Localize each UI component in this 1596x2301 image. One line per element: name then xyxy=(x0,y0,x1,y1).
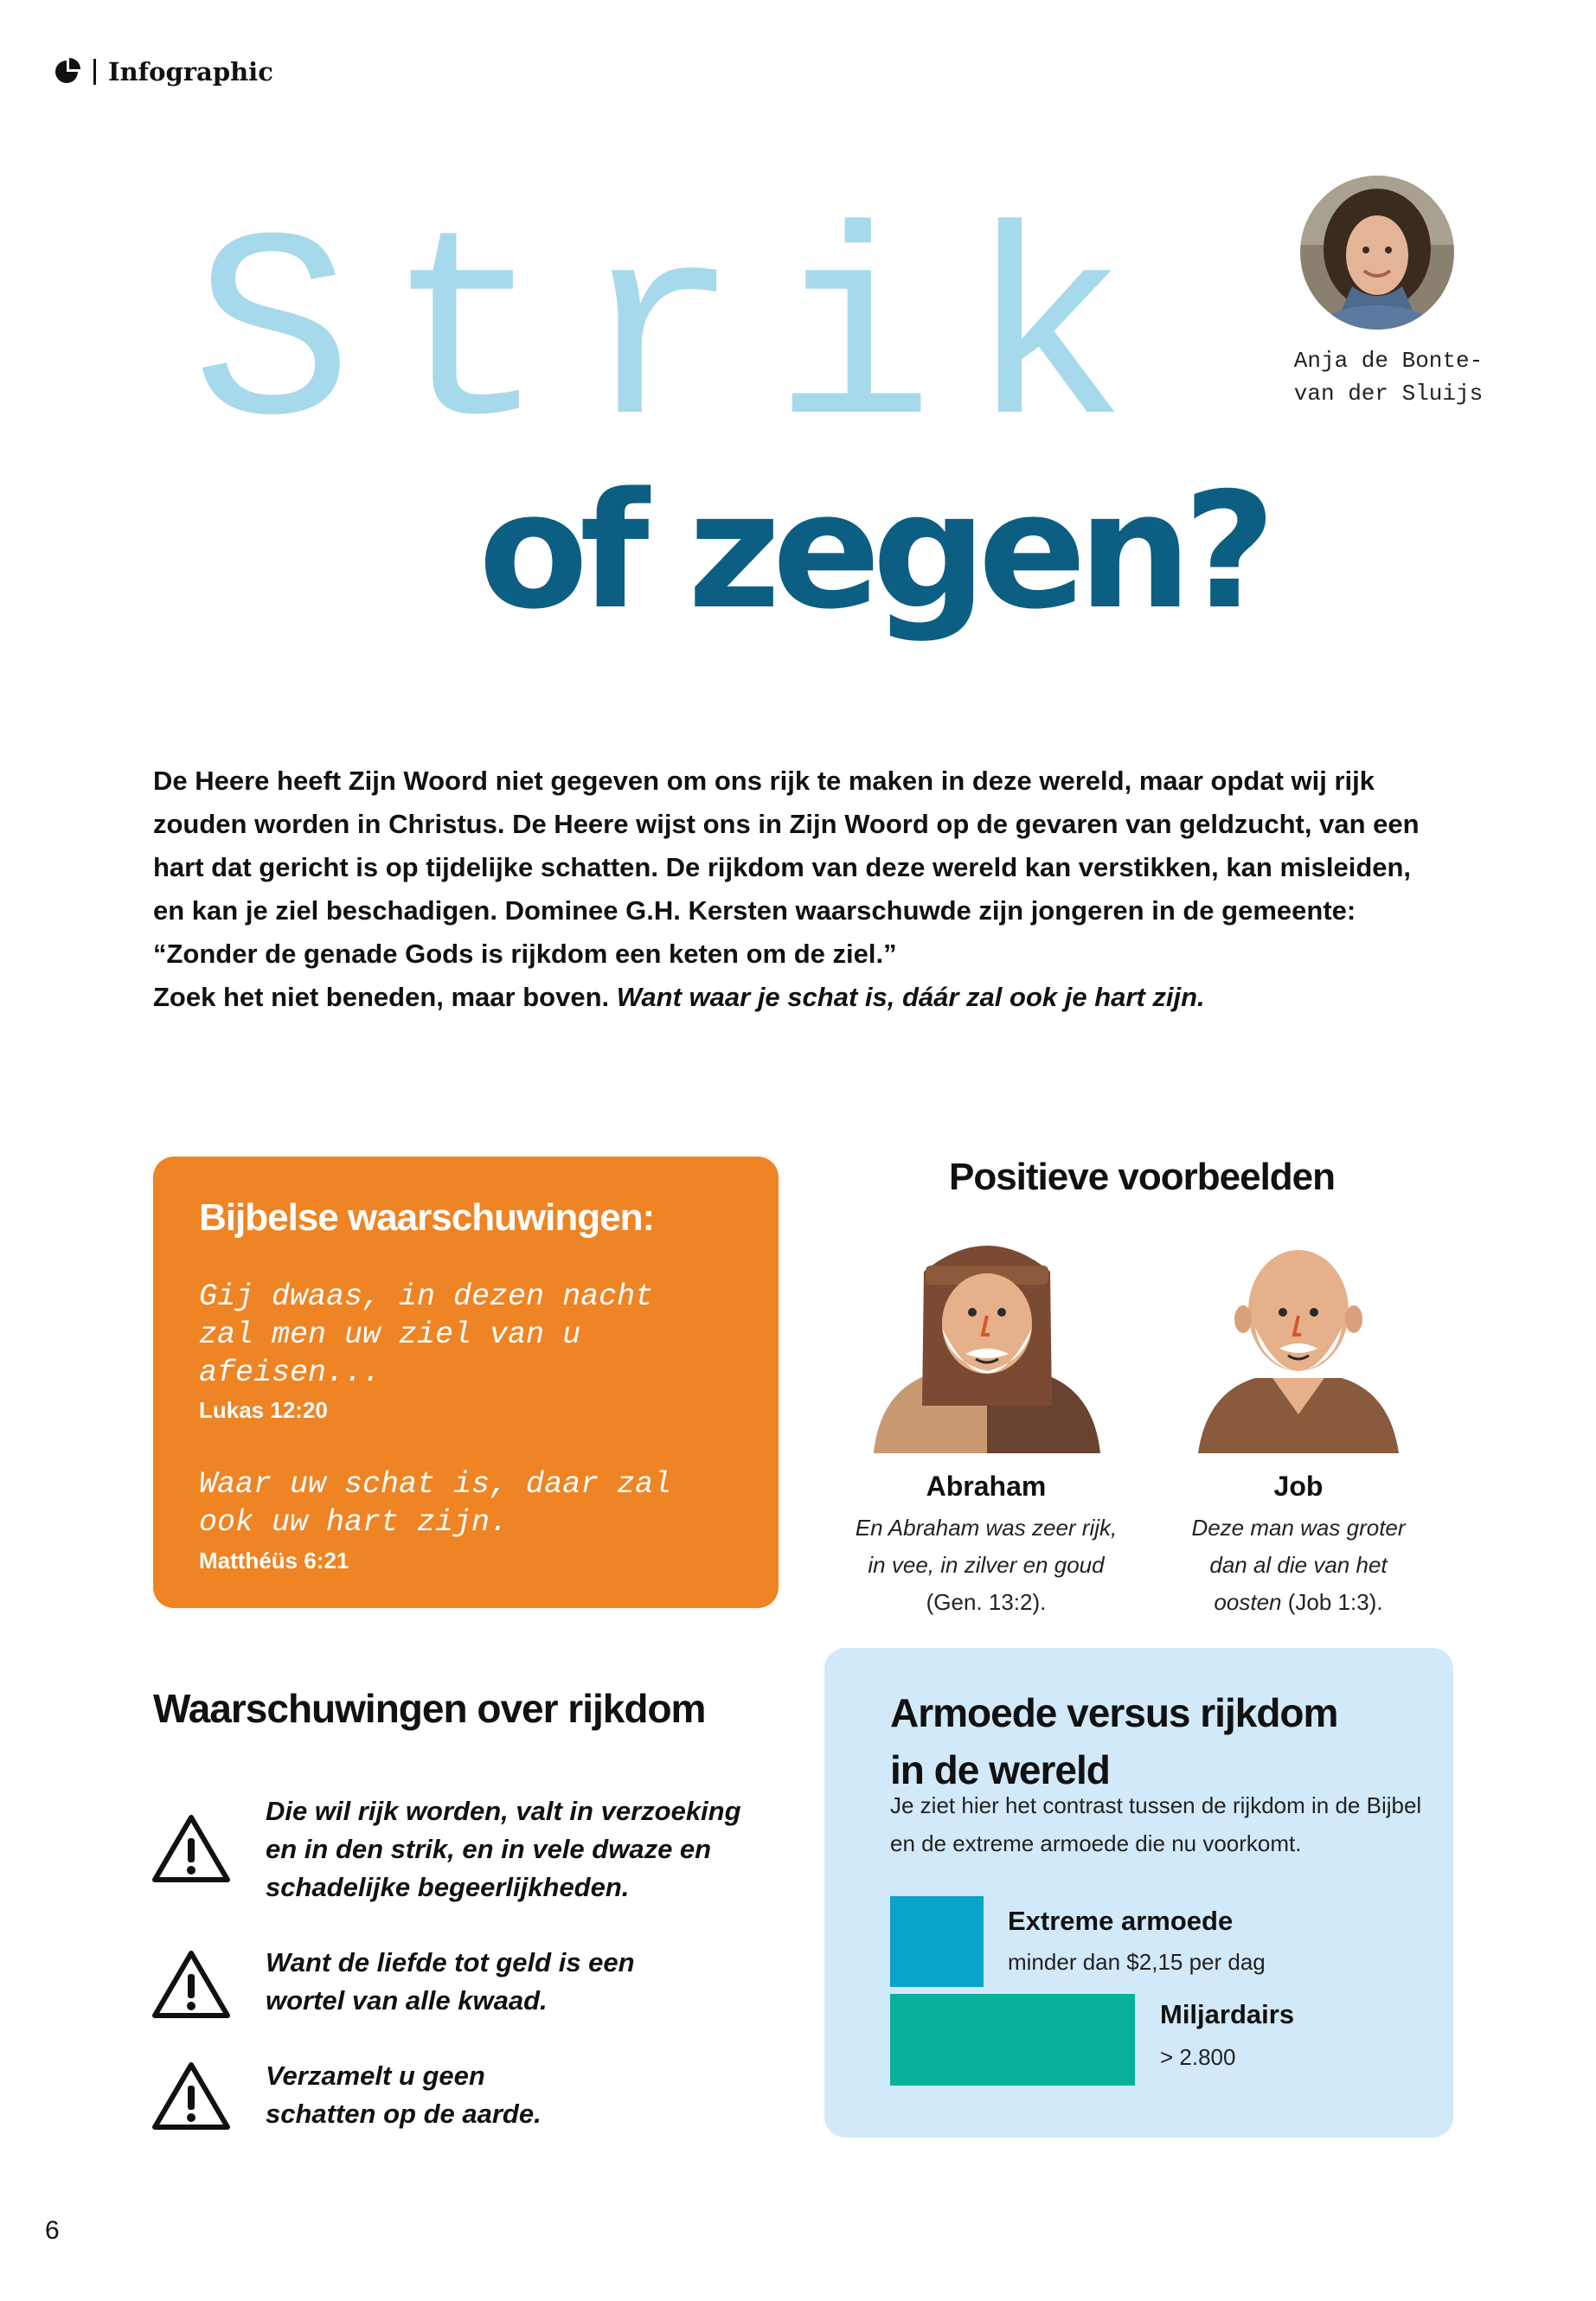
title-line-1: Strik xyxy=(192,189,1162,493)
bible-warnings-title: Bijbelse waarschuwingen: xyxy=(199,1196,655,1239)
bar-sublabel: > 2.800 xyxy=(1160,2044,1236,2070)
warning-triangle-icon xyxy=(151,1812,232,1885)
poverty-vs-wealth-title xyxy=(890,1684,1426,1798)
title-line-2: of zegen? xyxy=(478,458,1268,644)
title-line-2: in de wereld xyxy=(890,1747,1110,1792)
person-quote xyxy=(843,1509,1129,1621)
poverty-vs-wealth-subtitle: Je ziet hier het contrast tussen de rijkdom in de Bijbel en de extreme armoede die nu voorkomt. xyxy=(890,1792,1422,1856)
page-header xyxy=(52,57,273,87)
header-divider xyxy=(93,59,96,85)
title-line-1: Armoede versus rijkdom xyxy=(890,1690,1338,1735)
person-name: Abraham xyxy=(926,1471,1047,1502)
warning-text: Verzamelt u geen schatten op de aarde. xyxy=(266,2061,542,2129)
person-name: Job xyxy=(1273,1471,1324,1502)
person-quote xyxy=(1156,1509,1441,1621)
author-name-line-1: Anja de Bonte- xyxy=(1293,348,1484,374)
author-name xyxy=(1259,344,1518,410)
person-quote-ref: (Gen. 13:2). xyxy=(926,1589,1047,1615)
intro-closing-italic: Want waar je schat is, dáár zal ook je hart zijn. xyxy=(616,982,1205,1012)
abraham-illustration xyxy=(874,1233,1100,1453)
job-illustration xyxy=(1198,1233,1399,1453)
intro-closing xyxy=(153,976,1442,1019)
section-label: Infographic xyxy=(108,57,273,87)
person-quote-line-2: in vee, in zilver en goud xyxy=(868,1552,1105,1578)
person-quote-line-1: En Abraham was zeer rijk, xyxy=(855,1515,1118,1541)
warning-triangle-icon xyxy=(151,1948,232,2021)
bar-sublabel: minder dan $2,15 per dag xyxy=(1008,1949,1266,1975)
extreme-poverty-bar xyxy=(890,1896,984,1987)
person-quote-line-2: dan al die van het xyxy=(1209,1552,1388,1578)
bible-warnings-box xyxy=(153,1157,779,1608)
person-quote-line-3: oosten xyxy=(1214,1589,1282,1615)
verse-reference: Lukas 12:20 xyxy=(199,1397,328,1423)
warning-text: Want de liefde tot geld is een wortel van alle kwaad. xyxy=(266,1947,635,2016)
poverty-vs-wealth-box xyxy=(824,1648,1453,2138)
warning-text: Die wil rijk worden, valt in verzoeking en in den strik, en in vele dwaze en schadelijke begeerlijkheden. xyxy=(266,1796,741,1902)
pie-chart-icon xyxy=(52,57,81,87)
verse-text: Gij dwaas, in dezen nacht zal men uw ziel van u afeisen... xyxy=(199,1279,654,1390)
person-quote-line-1: Deze man was groter xyxy=(1191,1515,1406,1541)
verse-text: Waar uw schat is, daar zal ook uw hart zijn. xyxy=(199,1467,672,1540)
person-quote-ref: (Job 1:3). xyxy=(1281,1589,1383,1615)
warning-triangle-icon xyxy=(151,2060,232,2132)
intro-text xyxy=(153,760,1442,1019)
bar-label: Extreme armoede xyxy=(1008,1906,1234,1936)
page-number: 6 xyxy=(45,2216,60,2245)
intro-closing-plain: Zoek het niet beneden, maar boven. xyxy=(153,982,617,1012)
intro-paragraph: De Heere heeft Zijn Woord niet gegeven om ons rijk te maken in deze wereld, maar opdat wij rijk zouden worden in Christus. De Heere wijst ons in Zijn Woord op de gevaren van geldzucht, van een hart dat gericht is op tijdelijke schatten. De rijkdom van deze wereld kan verstikken, kan misleiden, en kan je ziel beschadigen. Dominee G.H. Kersten waarschuwde zijn jongeren in de gemeente: “Zonder de genade Gods is rijkdom een keten om de ziel.” xyxy=(153,766,1420,969)
billionaires-bar xyxy=(890,1994,1135,2086)
wealth-warnings-title: Waarschuwingen over rijkdom xyxy=(153,1686,706,1731)
positive-examples-title: Positieve voorbeelden xyxy=(948,1156,1336,1198)
bar-label: Miljardairs xyxy=(1160,1999,1295,2029)
author-avatar xyxy=(1300,176,1454,330)
verse-reference: Matthéüs 6:21 xyxy=(199,1548,349,1574)
author-name-line-2: van der Sluijs xyxy=(1293,381,1484,407)
